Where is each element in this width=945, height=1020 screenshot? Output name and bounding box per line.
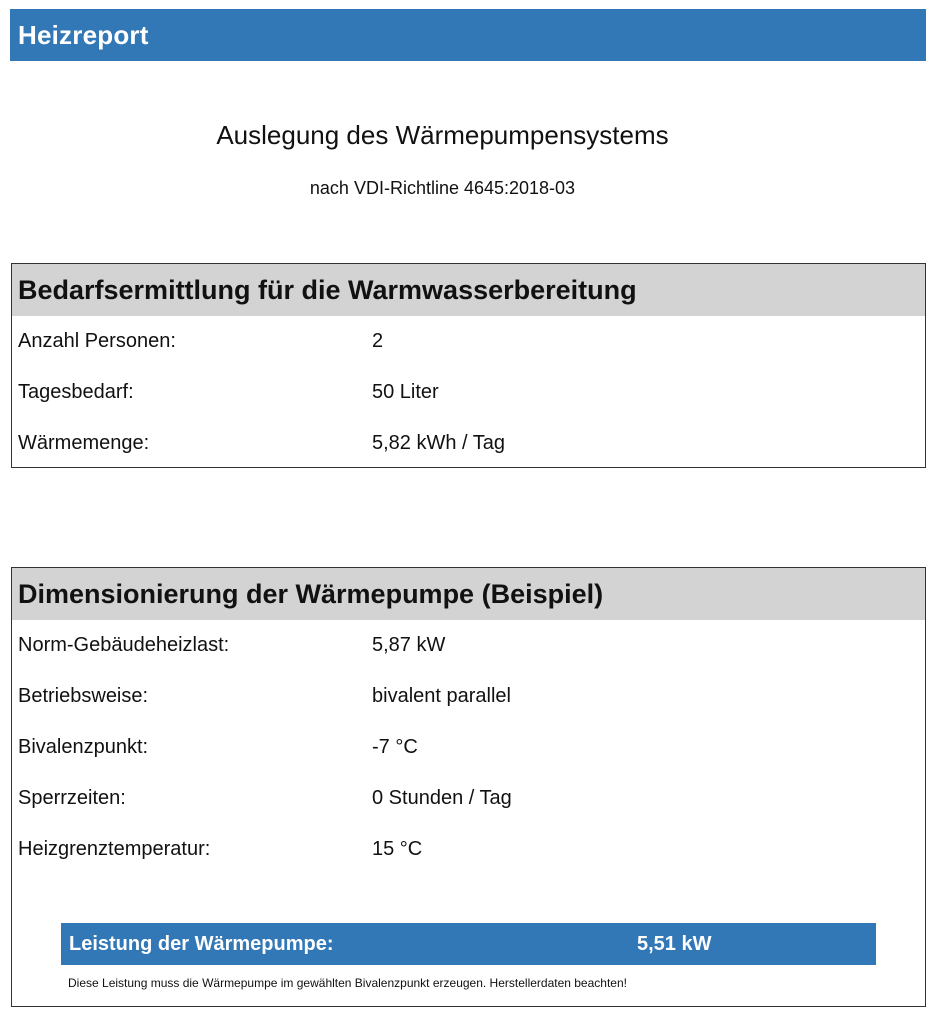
row-value: -7 °C <box>372 736 418 758</box>
table-row <box>12 418 925 469</box>
header-bar <box>10 9 926 61</box>
row-label: Heizgrenztemperatur: <box>18 838 211 860</box>
row-value: 5,87 kW <box>372 634 446 656</box>
section-waermepumpe-header <box>12 568 925 620</box>
document-title-block <box>0 115 885 199</box>
document-subtitle: nach VDI-Richtline 4645:2018-03 <box>309 178 576 198</box>
document-title: Auslegung des Wärmepumpensystems <box>216 120 669 150</box>
result-label: Leistung der Wärmepumpe: <box>69 933 334 955</box>
section-warmwasser <box>11 263 926 468</box>
row-label: Norm-Gebäudeheizlast: <box>18 634 230 656</box>
table-row <box>12 824 925 875</box>
table-row <box>12 367 925 418</box>
section-warmwasser-heading: Bedarfsermittlung für die Warmwasserbereitung <box>18 274 637 305</box>
table-row <box>12 316 925 367</box>
table-row <box>12 620 925 671</box>
row-label: Tagesbedarf: <box>18 381 134 403</box>
result-bar <box>61 923 876 965</box>
row-value: 0 Stunden / Tag <box>372 787 512 809</box>
section-waermepumpe <box>11 567 926 1007</box>
row-label: Anzahl Personen: <box>18 330 176 352</box>
table-row <box>12 722 925 773</box>
table-row <box>12 773 925 824</box>
row-label: Wärmemenge: <box>18 432 150 454</box>
result-note: Diese Leistung muss die Wärmepumpe im gewählten Bivalenzpunkt erzeugen. Herstellerdaten beachten! <box>68 976 627 990</box>
row-value: bivalent parallel <box>372 685 511 707</box>
row-value: 15 °C <box>372 838 423 860</box>
row-label: Sperrzeiten: <box>18 787 126 809</box>
row-label: Betriebsweise: <box>18 685 149 707</box>
section-waermepumpe-heading: Dimensionierung der Wärmepumpe (Beispiel) <box>18 578 604 609</box>
row-value: 5,82 kWh / Tag <box>372 432 506 454</box>
row-label: Bivalenzpunkt: <box>18 736 149 758</box>
section-warmwasser-header <box>12 264 925 316</box>
row-value: 2 <box>372 330 384 352</box>
table-row <box>12 671 925 722</box>
result-value: 5,51 kW <box>637 933 712 955</box>
brand-title: Heizreport <box>18 19 149 50</box>
row-value: 50 Liter <box>372 381 439 403</box>
